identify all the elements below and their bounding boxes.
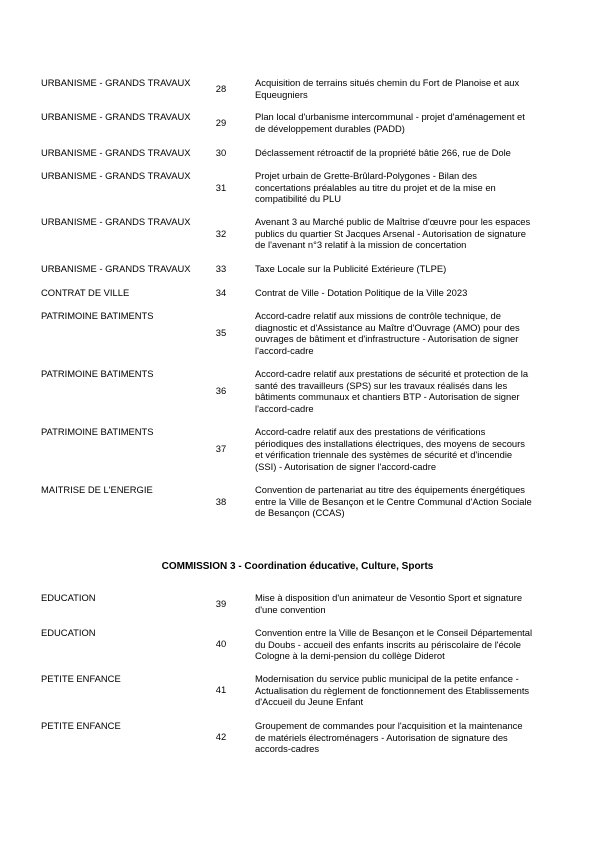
row-description: Acquisition de terrains situés chemin du Fort de Planoise et aux Equeugniers <box>255 77 520 100</box>
row-number: 38 <box>215 496 227 507</box>
row-number: 31 <box>215 182 227 193</box>
row-category: PETITE ENFANCE <box>41 673 121 684</box>
row-category: EDUCATION <box>41 627 96 638</box>
row-number: 33 <box>215 263 227 274</box>
row-description: Contrat de Ville - Dotation Politique de la Ville 2023 <box>255 287 468 298</box>
row-description: Accord-cadre relatif aux prestations de sécurité et protection de la santé des travailleurs (SPS) sur les travaux réalisés dans les bâtiments communaux et chantiers BTP - Autorisation de signer l'accord-cadre <box>255 368 529 414</box>
row-description: Plan local d'urbanisme intercommunal - projet d'aménagement et de développement durables (PADD) <box>255 111 525 134</box>
row-description: Accord-cadre relatif aux missions de contrôle technique, de diagnostic et d'Assistance au Maître d'Ouvrage (AMO) pour des ouvrages de bâtiment et d'infrastructure - Autorisation de signer l'accord-cadre <box>255 310 520 356</box>
row-number: 36 <box>215 385 227 396</box>
row-category: URBANISME - GRANDS TRAVAUX <box>41 77 191 88</box>
row-number: 41 <box>215 684 227 695</box>
row-category: MAITRISE DE L'ENERGIE <box>41 484 153 495</box>
row-category: EDUCATION <box>41 592 96 603</box>
row-number: 37 <box>215 443 227 454</box>
row-number: 32 <box>215 228 227 239</box>
row-description: Taxe Locale sur la Publicité Extérieure (TLPE) <box>255 263 447 274</box>
row-category: URBANISME - GRANDS TRAVAUX <box>41 216 191 227</box>
row-number: 35 <box>215 327 227 338</box>
row-description: Projet urbain de Grette-Brûlard-Polygones - Bilan des concertations préalables au titre du projet et de la mise en compatibilité du PLU <box>255 170 496 205</box>
row-category: PATRIMOINE BATIMENTS <box>41 368 154 379</box>
row-description: Convention entre la Ville de Besançon et le Conseil Départemental du Doubs - accueil des enfants inscrits au périscolaire de l'école Cologne à la demi-pension du collège Diderot <box>255 627 533 662</box>
row-description: Modernisation du service public municipal de la petite enfance - Actualisation du règlement de fonctionnement des Etablissements d'Accueil du Jeune Enfant <box>255 673 530 708</box>
row-description: Mise à disposition d'un animateur de Vesontio Sport et signature d'une convention <box>255 592 523 615</box>
commission-heading: COMMISSION 3 - Coordination éducative, Culture, Sports <box>161 561 434 572</box>
row-number: 42 <box>215 731 227 742</box>
row-category: URBANISME - GRANDS TRAVAUX <box>41 170 191 181</box>
row-number: 28 <box>215 83 227 94</box>
row-category: PATRIMOINE BATIMENTS <box>41 426 154 437</box>
row-number: 40 <box>215 638 227 649</box>
row-number: 29 <box>215 117 227 128</box>
row-description: Convention de partenariat au titre des équipements énergétiques entre la Ville de Besançon et le Centre Communal d'Action Sociale de Besançon (CCAS) <box>255 484 532 519</box>
row-description: Accord-cadre relatif aux des prestations de vérifications périodiques des installations électriques, des moyens de secours et vérification triennale des systèmes de sécurité et d'incendie (SSI) - Autorisation de signer l'accord-cadre <box>255 426 525 472</box>
row-number: 34 <box>215 287 227 298</box>
row-category: URBANISME - GRANDS TRAVAUX <box>41 147 191 158</box>
row-category: CONTRAT DE VILLE <box>41 287 130 298</box>
row-number: 39 <box>215 598 227 609</box>
row-category: PATRIMOINE BATIMENTS <box>41 310 154 321</box>
row-category: PETITE ENFANCE <box>41 720 121 731</box>
row-description: Avenant 3 au Marché public de Maîtrise d'œuvre pour les espaces publics du quartier St Jacques Arsenal - Autorisation de signature de l'avenant n°3 relatif à la mission de concertation <box>255 216 531 251</box>
row-description: Groupement de commandes pour l'acquisition et la maintenance de matériels électroménagers - Autorisation de signature des accords-cadres <box>255 720 523 755</box>
row-category: URBANISME - GRANDS TRAVAUX <box>41 263 191 274</box>
row-description: Déclassement rétroactif de la propriété bâtie 266, rue de Dole <box>255 147 511 158</box>
row-number: 30 <box>215 147 227 158</box>
row-category: URBANISME - GRANDS TRAVAUX <box>41 111 191 122</box>
